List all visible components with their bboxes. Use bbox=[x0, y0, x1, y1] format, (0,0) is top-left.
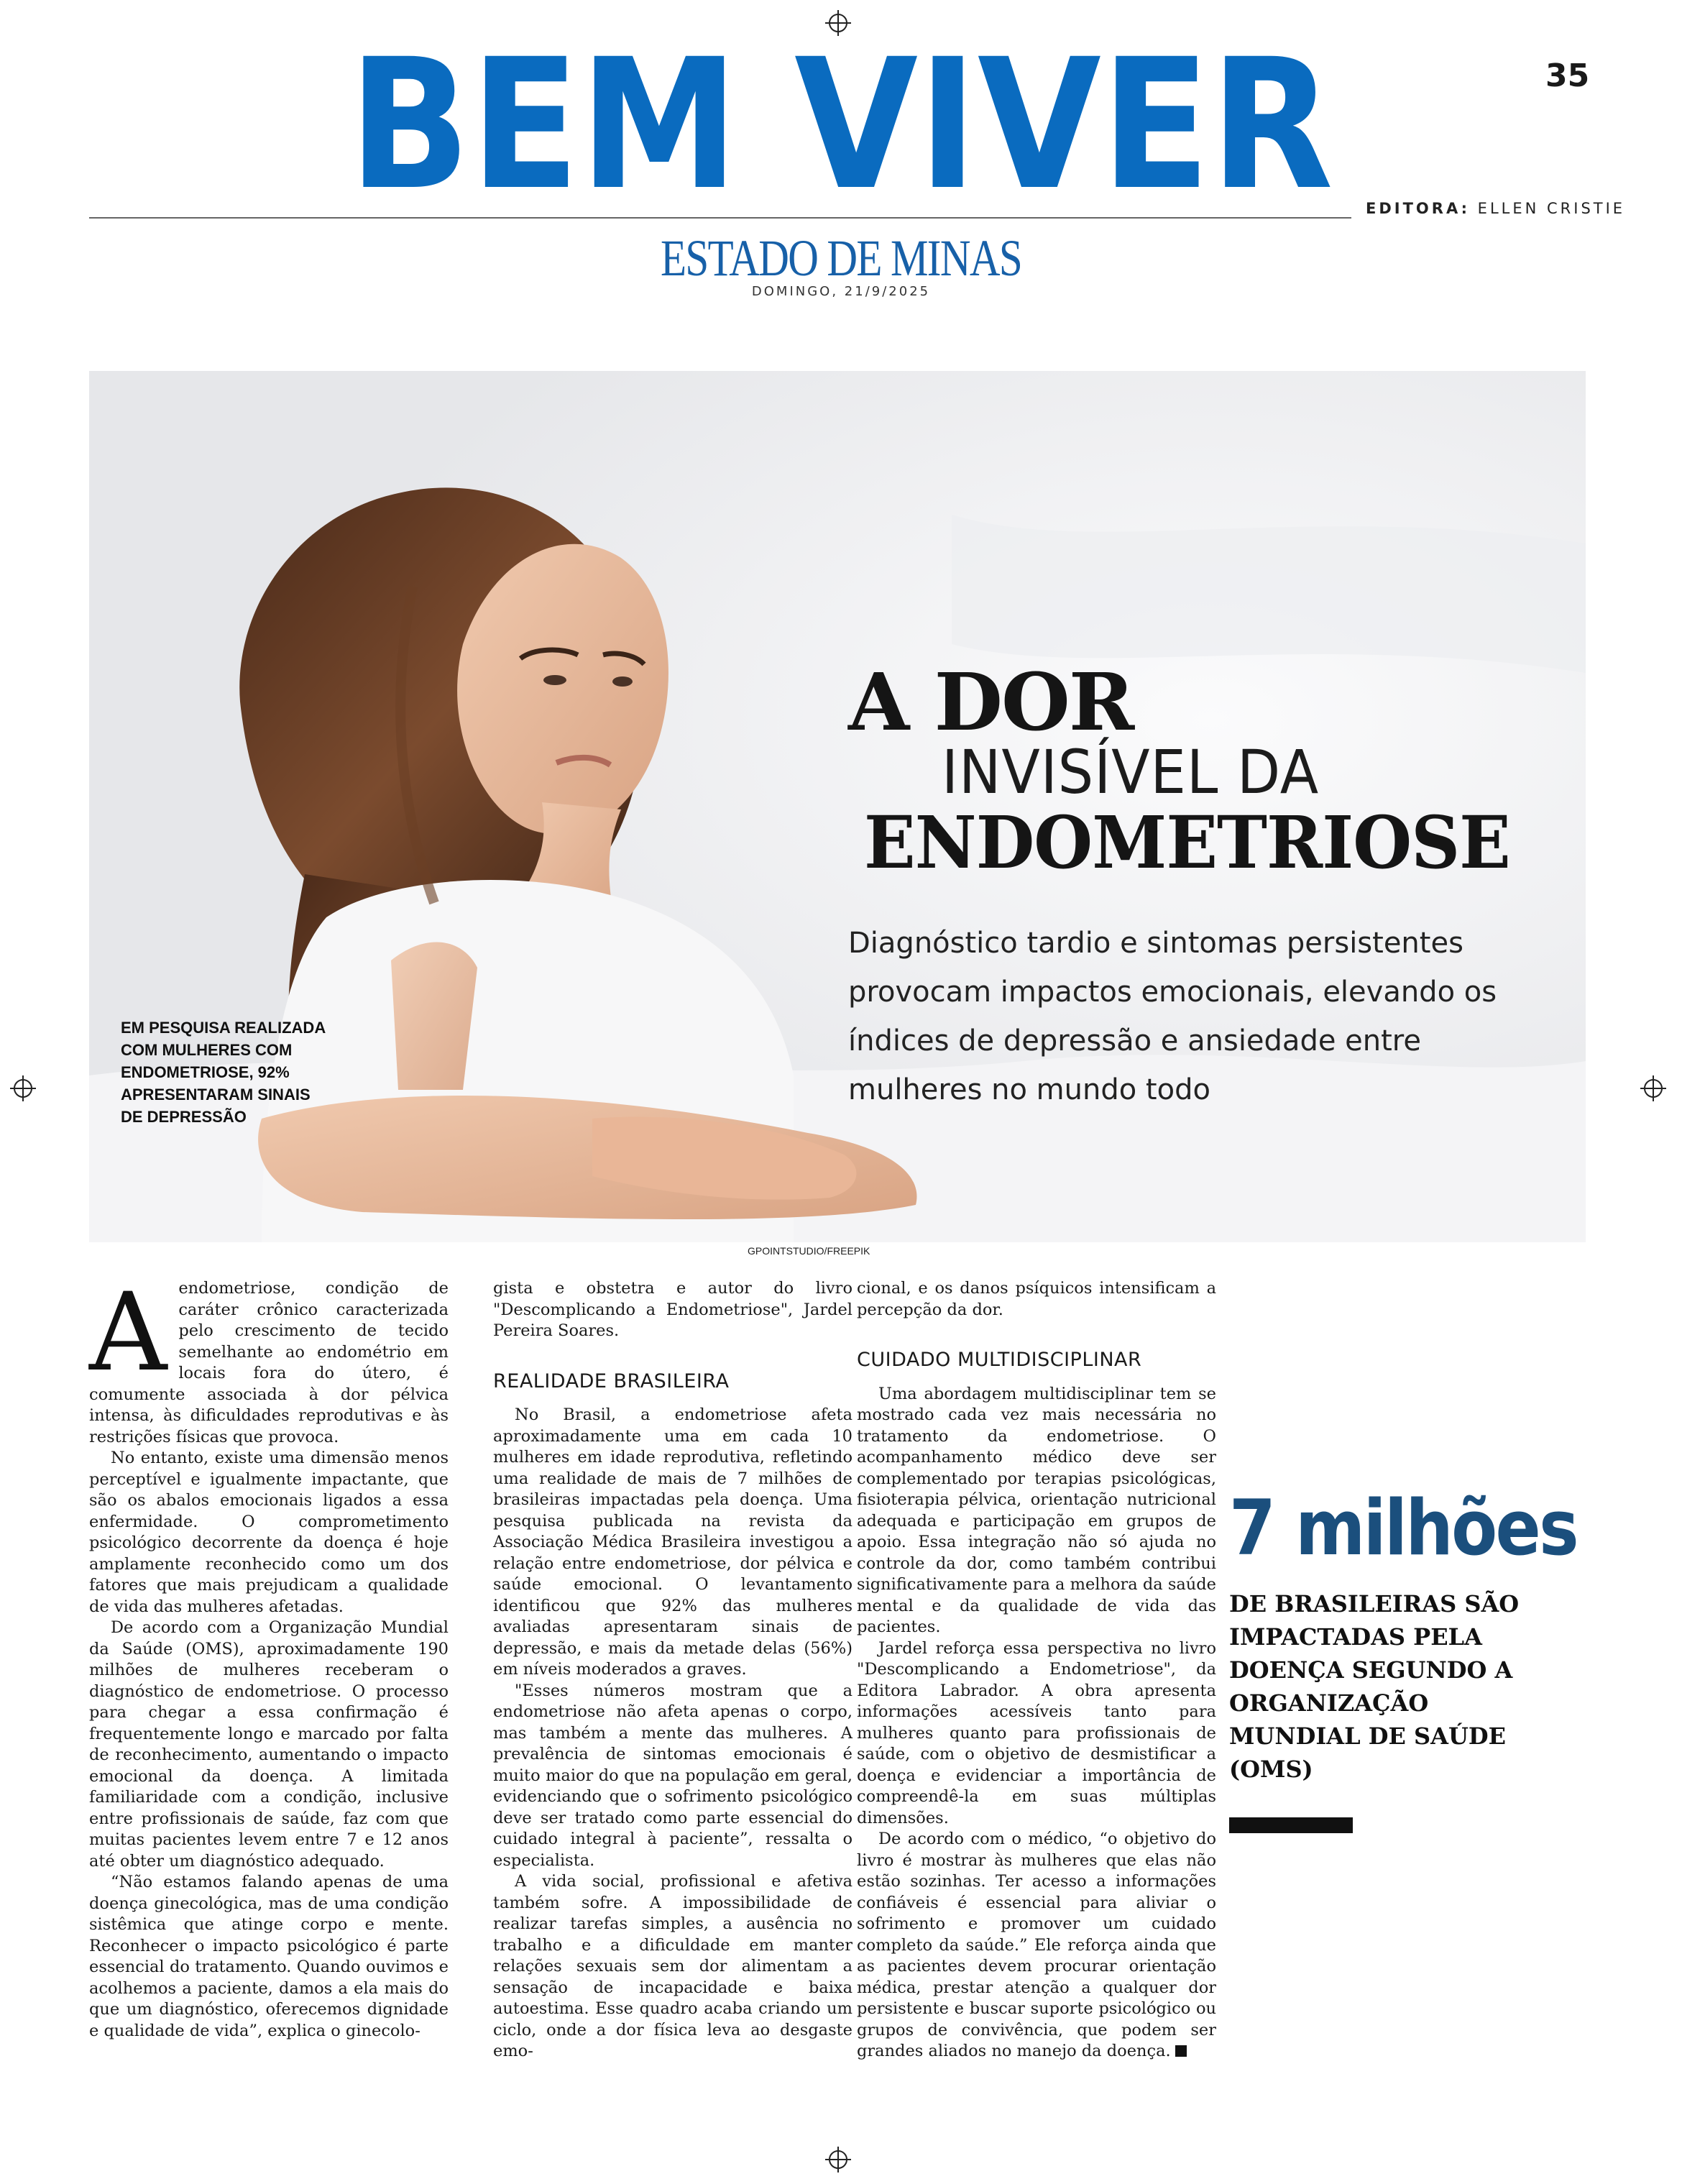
headline-line-3: ENDOMETRIOSE bbox=[864, 800, 1510, 885]
edition-date: DOMINGO, 21/9/2025 bbox=[751, 284, 931, 299]
subheading: CUIDADO MULTIDISCIPLINAR bbox=[857, 1349, 1142, 1371]
registration-mark-icon bbox=[825, 2147, 851, 2172]
registration-mark-icon bbox=[1640, 1075, 1666, 1101]
paragraph: cional, e os danos psíquicos intensificam a percepção da dor. bbox=[857, 1279, 1216, 1319]
editor-label: EDITORA: bbox=[1366, 200, 1470, 217]
subheading: REALIDADE BRASILEIRA bbox=[493, 1369, 730, 1392]
registration-mark-icon bbox=[10, 1075, 36, 1101]
registration-mark-icon bbox=[825, 10, 851, 36]
standfirst: Diagnóstico tardio e sintomas persistentes provocam impactos emocionais, elevando os índices de depressão e ansiedade entre mulheres no mundo todo bbox=[848, 927, 1497, 1106]
paragraph: No entanto, existe uma dimensão menos perceptível e igualmente impactante, que são os abalos emocionais ligados a essa enfermidade. O comprometimento psicológico decorrente da doença é hoje amplamente reconhecido como um dos fatores que mais prejudicam a qualidade de vida das mulheres afetadas. bbox=[89, 1449, 449, 1616]
page-number: 35 bbox=[1545, 58, 1590, 94]
editor-credit bbox=[1366, 200, 1625, 217]
paragraph: Jardel reforça essa perspectiva no livro "Descomplicando a Endometriose", da Editora Labrador. A obra apresenta informações acessíveis tanto para mulheres quanto para profissionais de saúde, com o objetivo de desmistificar a doença e evidenciar a importância de compreendê-la em suas múltiplas dimensões. bbox=[857, 1638, 1216, 1827]
stat-underline-bar bbox=[1229, 1817, 1353, 1833]
paragraph: No Brasil, a endometriose afeta aproximadamente uma em cada 10 mulheres em idade reprodutiva, refletindo uma realidade de mais de 7 milhões de brasileiras impactadas pela doença. Uma pesquisa publicada na revista da Associação Médica Brasileira investigou a relação entre endometriose, dor pélvica e saúde emocional. O levantamento identificou que 92% das mulheres avaliadas apresentaram sinais de depressão, e mais da metade delas (56%) em níveis moderados a graves. bbox=[493, 1405, 853, 1679]
editor-name: ELLEN CRISTIE bbox=[1477, 200, 1626, 217]
drop-cap: A bbox=[89, 1270, 167, 1395]
section-title: BEM VIVER bbox=[349, 43, 1333, 208]
article-column-1 bbox=[89, 1270, 449, 2042]
article-column-2 bbox=[493, 1278, 853, 2063]
end-of-article-mark bbox=[1175, 2045, 1187, 2057]
paragraph-text: De acordo com o médico, “o objetivo do livro é mostrar às mulheres que elas não estão sozinhas. Ter acesso a informações confiáveis é essencial para aliviar o sofrimento e promover um cuidado completo da saúde.” Ele reforça ainda que as pacientes devem procurar orientação médica, prestar atenção a qualquer dor persistente e buscar suporte psicológico ou grupos de convivência, que podem ser grandes aliados no manejo da doença. bbox=[857, 1830, 1216, 2060]
stat-description: DE BRASILEIRAS SÃO IMPACTADAS PELA DOENÇA SEGUNDO A ORGANIZAÇÃO MUNDIAL DE SAÚDE (OMS) bbox=[1229, 1590, 1520, 1783]
headline-line-1: A DOR bbox=[848, 656, 1134, 748]
paragraph: Uma abordagem multidisciplinar tem se mostrado cada vez mais necessária no tratamento da endometriose. O acompanhamento médico deve ser complementado por terapias psicológicas, fisioterapia pélvica, orientação nutricional adequada e participação em grupos de apoio. Essa integração não só ajuda no controle da dor, como também contribui significativamente para a melhora da saúde mental e da qualidade de vida das pacientes. bbox=[857, 1384, 1216, 1636]
headline bbox=[848, 656, 1567, 885]
section-masthead bbox=[345, 43, 1337, 208]
header-rule bbox=[89, 217, 1351, 219]
paragraph: “Não estamos falando apenas de uma doença ginecológica, mas de uma condição sistêmica que atinge corpo e mente. Reconhecer o impacto psicológico é parte essencial do tratamento. Quando ouvimos e acolhemos a paciente, damos a ela mais do que um diagnóstico, oferecemos dignidade e qualidade de vida”, explica o ginecolo- bbox=[89, 1873, 449, 2040]
paragraph: gista e obstetra e autor do livro "Descomplicando a Endometriose", Jardel Pereira Soares. bbox=[493, 1279, 853, 1340]
paragraph: "Esses números mostram que a endometriose não afeta apenas o corpo, mas também a mente das mulheres. A prevalência de sintomas emocionais é muito maior do que na população em geral, evidenciando que o sofrimento psicológico deve ser tratado como parte essencial do cuidado integral à paciente”, ressalta o especialista. bbox=[493, 1681, 853, 1870]
photo-caption: EM PESQUISA REALIZADA COM MULHERES COM ENDOMETRIOSE, 92% APRESENTARAM SINAIS DE DEPRESSÃO bbox=[121, 1019, 326, 1126]
paragraph: endometriose, condição de caráter crônico caracterizada pelo crescimento de tecido semelhante ao endométrio em locais fora do útero, é comumente associada à dor pélvica intensa, às dificuldades reprodutivas e às restrições físicas que provoca. bbox=[89, 1279, 449, 1446]
paragraph bbox=[857, 1829, 1216, 2063]
newspaper-name: ESTADO DE MINAS bbox=[660, 229, 1022, 287]
photo-credit: GPOINTSTUDIO/FREEPIK bbox=[748, 1245, 870, 1257]
headline-line-2: INVISÍVEL DA bbox=[942, 737, 1320, 807]
paragraph: De acordo com a Organização Mundial da Saúde (OMS), aproximadamente 190 milhões de mulheres receberam o diagnóstico de endometriose. O processo para chegar a essa confirmação é frequentemente longo e marcado por falta de reconhecimento, aumentando o impacto emocional da doença. A limitada familiaridade com a condição, inclusive entre profissionais de saúde, faz com que muitas pacientes levem entre 7 e 12 anos até obter um diagnóstico adequado. bbox=[89, 1618, 449, 1871]
paragraph: A vida social, profissional e afetiva também sofre. A impossibilidade de realizar tarefas simples, a ausência no trabalho e a dificuldade em manter relações sexuais sem dor alimentam a sensação de incapacidade e baixa autoestima. Esse quadro acaba criando um ciclo, onde a dor física leva ao desgaste emo- bbox=[493, 1872, 853, 2060]
stat-number: 7 milhões bbox=[1229, 1484, 1578, 1572]
article-column-3 bbox=[857, 1278, 1216, 2063]
stat-box bbox=[1229, 1484, 1578, 1833]
